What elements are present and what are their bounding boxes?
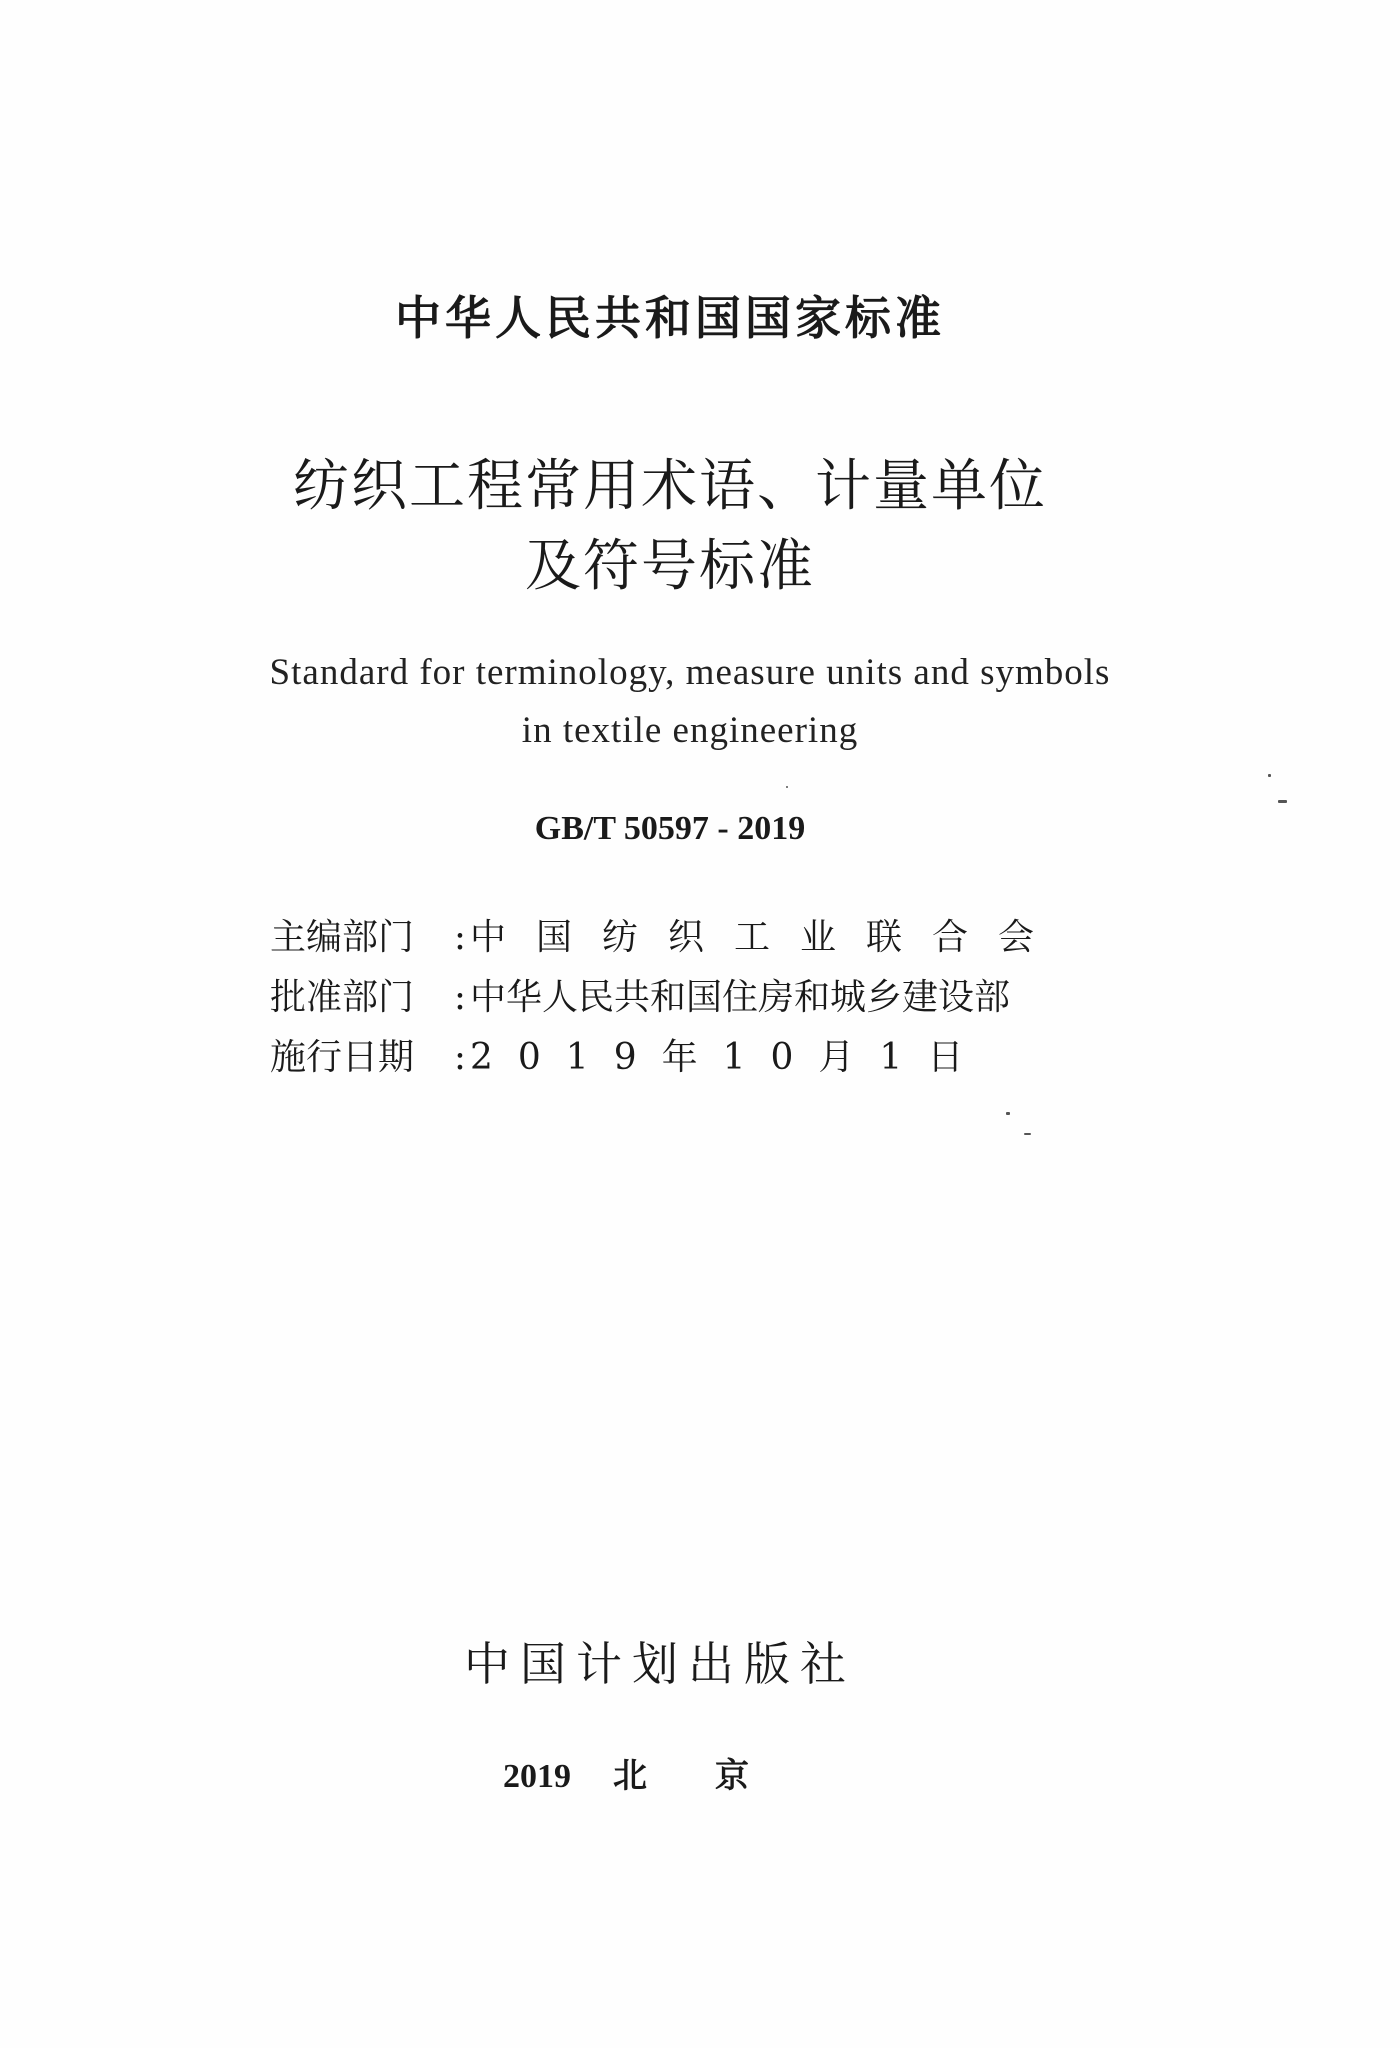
standard-info-block (270, 908, 1065, 1088)
effective-date-separator: : (453, 1037, 467, 1078)
standard-code: GB/T 50597 - 2019 (534, 810, 806, 847)
scan-speck (1024, 1133, 1031, 1135)
chinese-title-line-2: 及符号标准 (525, 534, 815, 599)
standard-series-heading: 中华人民共和国国家标准 (395, 291, 945, 345)
imprint-line (0, 1748, 1360, 1797)
imprint-year: 2019 (503, 1758, 571, 1795)
approver-value: 中华人民共和国住房和城乡建设部 (470, 977, 1011, 1018)
scan-speck (1278, 800, 1287, 803)
chinese-title-line-1: 纺织工程常用术语、计量单位 (293, 454, 1047, 519)
effective-date-value: 2019年10月1日 (470, 1037, 989, 1078)
editor-label: 主编部门 (270, 917, 415, 958)
approver-label: 批准部门 (270, 977, 415, 1018)
editor-separator: : (453, 917, 467, 958)
scan-speck (1268, 774, 1271, 777)
editor-value: 中国纺织工业联合会 (470, 917, 1065, 958)
english-title-line-1: Standard for terminology, measure units and symbols (269, 652, 1111, 693)
effective-date-row (270, 1028, 1060, 1088)
approver-separator: : (453, 977, 467, 1018)
scan-speck (1006, 1112, 1010, 1115)
imprint-city: 北京 (613, 1756, 817, 1796)
publisher-name: 中国计划出版社 (464, 1637, 856, 1691)
effective-date-label: 施行日期 (270, 1037, 415, 1078)
approver-row (270, 968, 1060, 1028)
english-title-line-2: in textile engineering (521, 710, 859, 751)
scan-speck (786, 786, 788, 788)
editor-row (270, 908, 1065, 968)
